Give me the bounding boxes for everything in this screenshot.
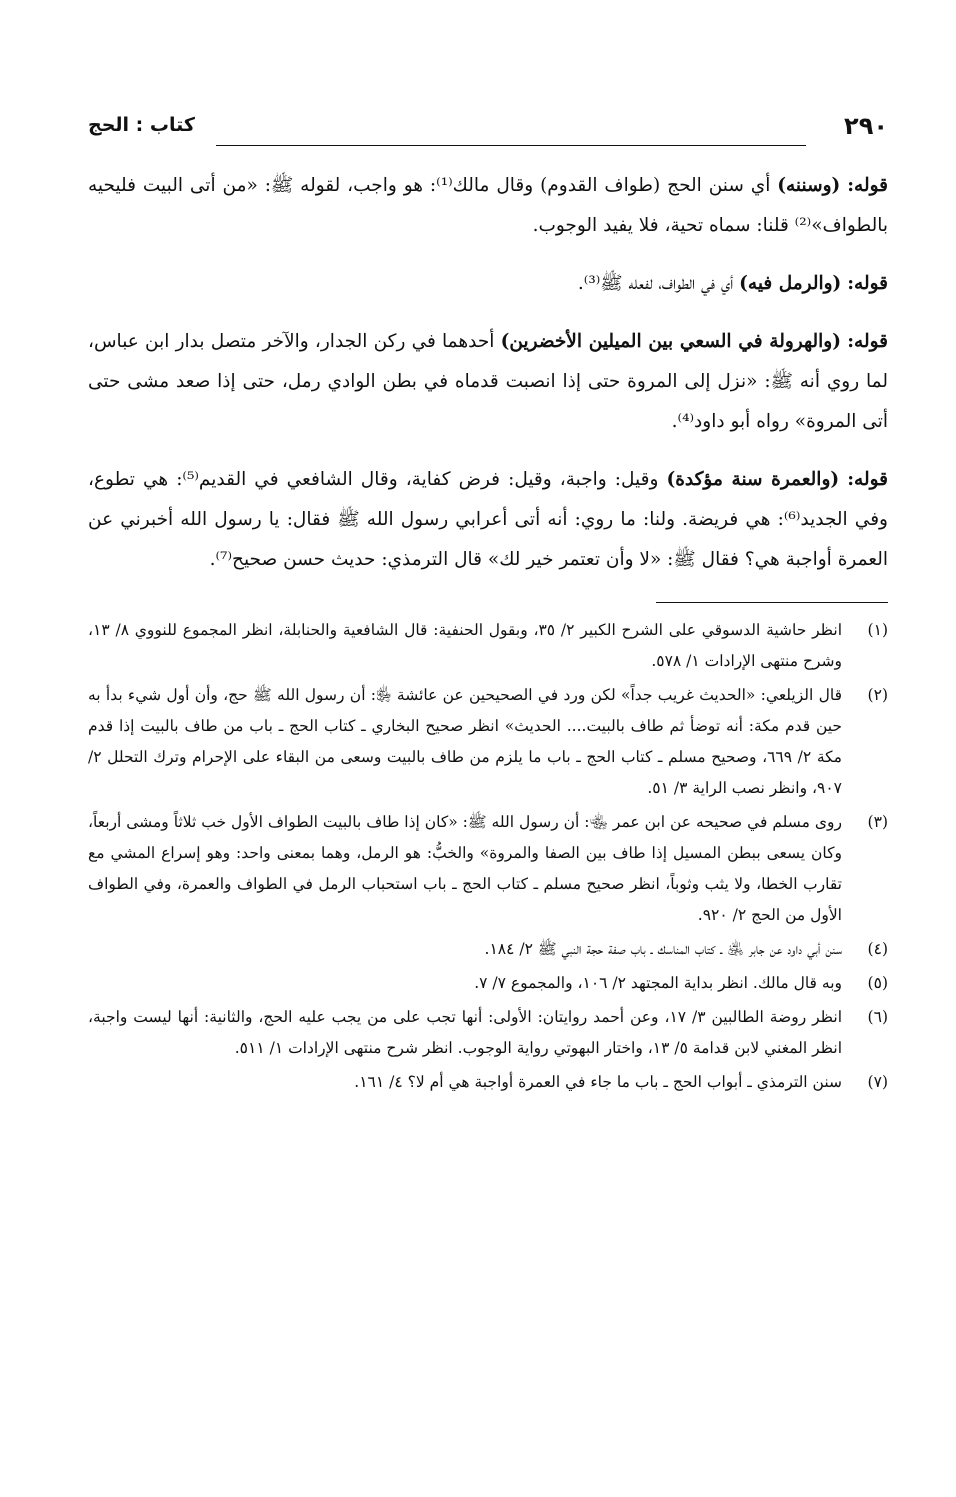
paragraph-4 (88, 460, 888, 580)
paragraph-1 (88, 166, 888, 246)
footnote-4 (88, 934, 888, 965)
footnote-number: (٥) (867, 974, 888, 992)
footnote-number: (١) (867, 621, 888, 639)
footnote-number: (٣) (867, 813, 888, 831)
footnote-1 (88, 615, 888, 677)
paragraph-lead: قوله: (847, 331, 888, 352)
header-rule (216, 145, 806, 146)
paragraph-text: وقيل: واجبة، وقيل: فرض كفاية، وقال الشافعي في القديم⁽⁵⁾: هي تطوع، وفي الجديد⁽⁶⁾: هي فريضة. ولنا: ما روي: أنه أتى أعرابي رسول الله ﷺ فقال: يا رسول الله أخبرني عن العمرة أواجبة هي؟ فقال ﷺ: «لا وأن تعتمر خير لك» قال الترمذي: حديث حسن صحيح⁽⁷⁾. (88, 469, 888, 570)
paragraph-lead: قوله: (847, 273, 888, 294)
footnote-3 (88, 807, 888, 931)
paragraph-quote: (والهرولة في السعي بين الميلين الأخضرين) (500, 331, 841, 352)
paragraph-quote: (وسننه) (777, 175, 841, 196)
footnote-number: (٧) (867, 1073, 888, 1091)
paragraph-quote: (والرمل فيه) (739, 273, 842, 294)
paragraph-lead: قوله: (847, 469, 888, 490)
paragraph-quote: (والعمرة سنة مؤكدة) (666, 469, 840, 490)
chapter-title: كتاب : الحج (88, 114, 195, 136)
footnote-text: روى مسلم في صحيحه عن ابن عمر ﵄: أن رسول الله ﷺ: «كان إذا طاف بالبيت الطواف الأول خب ثلاثاً ومشى أربعاً، وكان يسعى ببطن المسيل إذا طاف بين الصفا والمروة» والخبُّ: هو الرمل، وهما بمعنى واحد: وهو إسراع المشي مع تقارب الخطا، ولا يثب وثوباً، انظر صحيح مسلم ـ كتاب الحج ـ باب استحباب الرمل في الطواف والعمرة، وفي الطواف الأول من الحج ٢/ ٩٢٠. (88, 813, 842, 924)
footnote-5 (88, 968, 888, 999)
paragraph-text: أحدهما في ركن الجدار، والآخر متصل بدار ابن عباس، لما روي أنه ﷺ: «نزل إلى المروة حتى إذا انصبت قدماه في بطن الوادي رمل، حتى إذا صعد مشى حتى أتى المروة» رواه أبو داود⁽⁴⁾. (88, 331, 888, 432)
paragraph-lead: قوله: (847, 175, 888, 196)
footnote-text: قال الزيلعي: «الحديث غريب جداً» لكن ورد في الصحيحين عن عائشة ﵂: أن رسول الله ﷺ حج، وأن أول شيء بدأ به حين قدم مكة: أنه توضأ ثم طاف بالبيت.... الحديث» انظر صحيح البخاري ـ كتاب الحج ـ باب من طاف بالبيت إذا قدم مكة ٢/ ٦٦٩، وصحيح مسلم ـ كتاب الحج ـ باب ما يلزم من طاف بالبيت وسعى من البقاء على الإحرام وترك التحلل ٢/ ٩٠٧، وانظر نصب الراية ٣/ ٥١. (88, 686, 842, 797)
main-text (88, 166, 888, 580)
footnote-text: سنن الترمذي ـ أبواب الحج ـ باب ما جاء في العمرة أواجبة هي أم لا؟ ٤/ ١٦١. (354, 1073, 842, 1091)
footnote-text: وبه قال مالك. انظر بداية المجتهد ٢/ ١٠٦، والمجموع ٧/ ٧. (474, 974, 842, 992)
footnote-text: سنن أبي داود عن جابر ﵁ ـ كتاب المناسك ـ باب صفة حجة النبي ﷺ ٢/ ١٨٤. (484, 940, 842, 958)
paragraph-3 (88, 322, 888, 442)
paragraph-text: أي سنن الحج (طواف القدوم) وقال مالك⁽¹⁾: هو واجب، لقوله ﷺ: «من أتى البيت فليحيه بالطواف»⁽²⁾ قلنا: سماه تحية، فلا يفيد الوجوب. (88, 175, 888, 236)
footnote-number: (٦) (867, 1008, 888, 1026)
footnote-number: (٢) (867, 686, 888, 704)
footnote-text: انظر حاشية الدسوقي على الشرح الكبير ٢/ ٣٥، وبقول الحنفية: قال الشافعية والحنابلة، انظر المجموع للنووي ٨/ ١٣، وشرح منتهى الإرادات ١/ ٥٧٨. (88, 621, 843, 670)
book-page (88, 112, 888, 1101)
footnote-2 (88, 680, 888, 804)
paragraph-text: أي في الطواف، لفعله ﷺ⁽³⁾. (577, 273, 740, 294)
footnote-text: انظر روضة الطالبين ٣/ ١٧، وعن أحمد روايتان: الأولى: أنها تجب على من يجب عليه الحج، والثانية: أنها ليست واجبة، انظر المغني لابن قدامة ٥/ ١٣، واختار البهوتي رواية الوجوب. انظر شرح منتهى الإرادات ١/ ٥١١. (88, 1008, 842, 1057)
footnote-separator (656, 602, 888, 603)
paragraph-2 (88, 264, 888, 304)
page-number: ٢٩٠ (844, 112, 888, 140)
footnotes (88, 615, 888, 1098)
footnote-7 (88, 1067, 888, 1098)
page-header (88, 112, 888, 152)
footnote-number: (٤) (867, 940, 888, 958)
footnote-6 (88, 1002, 888, 1064)
